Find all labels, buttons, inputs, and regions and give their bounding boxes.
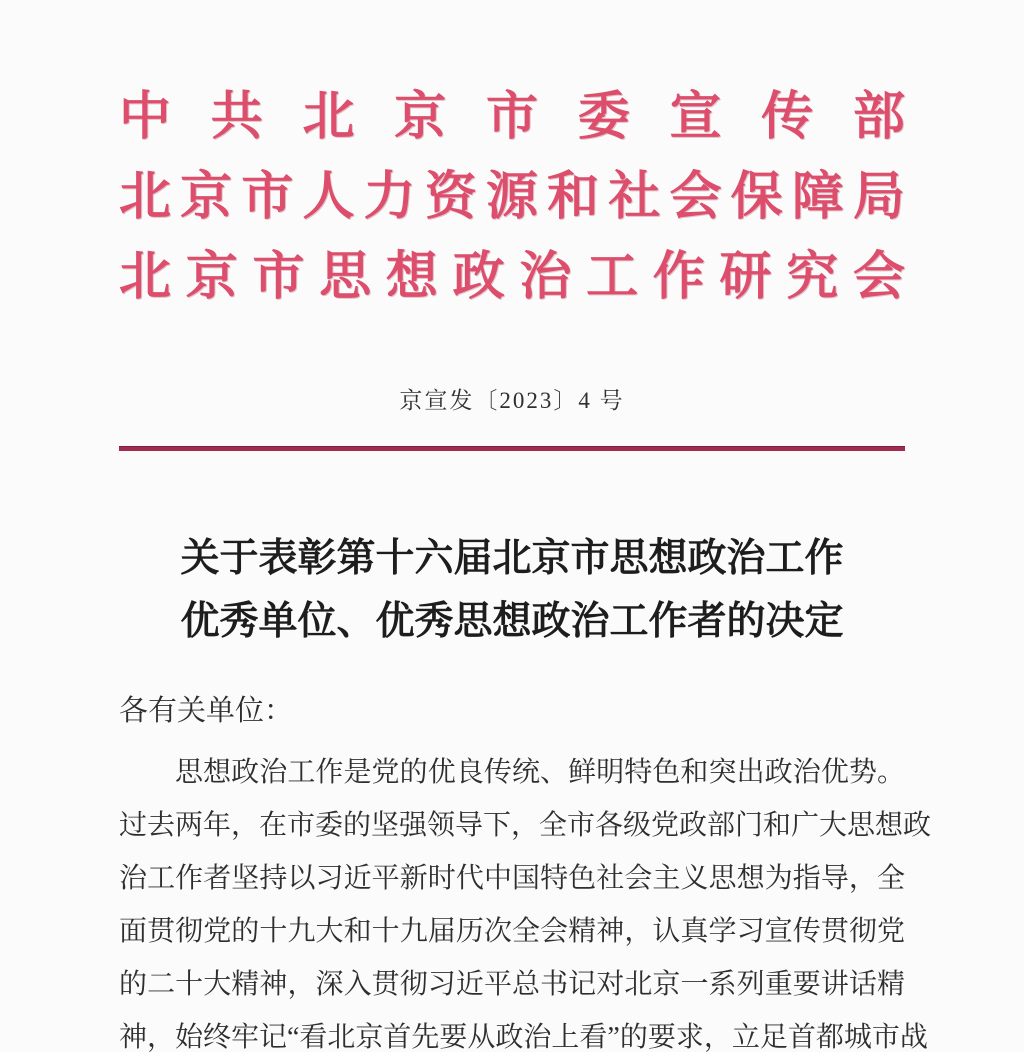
letterhead-line-3: 北京市思想政治工作研究会 xyxy=(119,249,905,306)
paragraph-line: 过去两年，在市委的坚强领导下，全市各级党政部门和广大思想政 xyxy=(119,810,932,841)
paragraph-line: 思想政治工作是党的优良传统、鲜明特色和突出政治优势。 xyxy=(175,757,905,788)
letterhead-line-1: 中共北京市委宣传部 xyxy=(119,89,905,146)
paragraph-line: 神，始终牢记“看北京首先要从政治上看”的要求，立足首都城市战 xyxy=(119,1022,928,1052)
red-separator-rule xyxy=(119,446,905,451)
title-line-1: 关于表彰第十六届北京市思想政治工作 xyxy=(180,537,844,580)
document-title xyxy=(119,527,905,653)
paragraph-line: 面贯彻党的十九大和十九届历次全会精神，认真学习宣传贯彻党 xyxy=(119,916,905,947)
salutation: 各有关单位： xyxy=(119,695,294,727)
paragraph-line: 的二十大精神，深入贯彻习近平总书记对北京一系列重要讲话精 xyxy=(119,969,905,1000)
paragraph-line: 治工作者坚持以习近平新时代中国特色社会主义思想为指导，全 xyxy=(119,863,905,894)
letterhead xyxy=(119,0,905,318)
letterhead-line-2: 北京市人力资源和社会保障局 xyxy=(119,169,905,226)
document-number: 京宣发〔2023〕4 号 xyxy=(399,388,625,413)
body-paragraph xyxy=(119,746,932,1052)
title-line-2: 优秀单位、优秀思想政治工作者的决定 xyxy=(180,600,844,643)
